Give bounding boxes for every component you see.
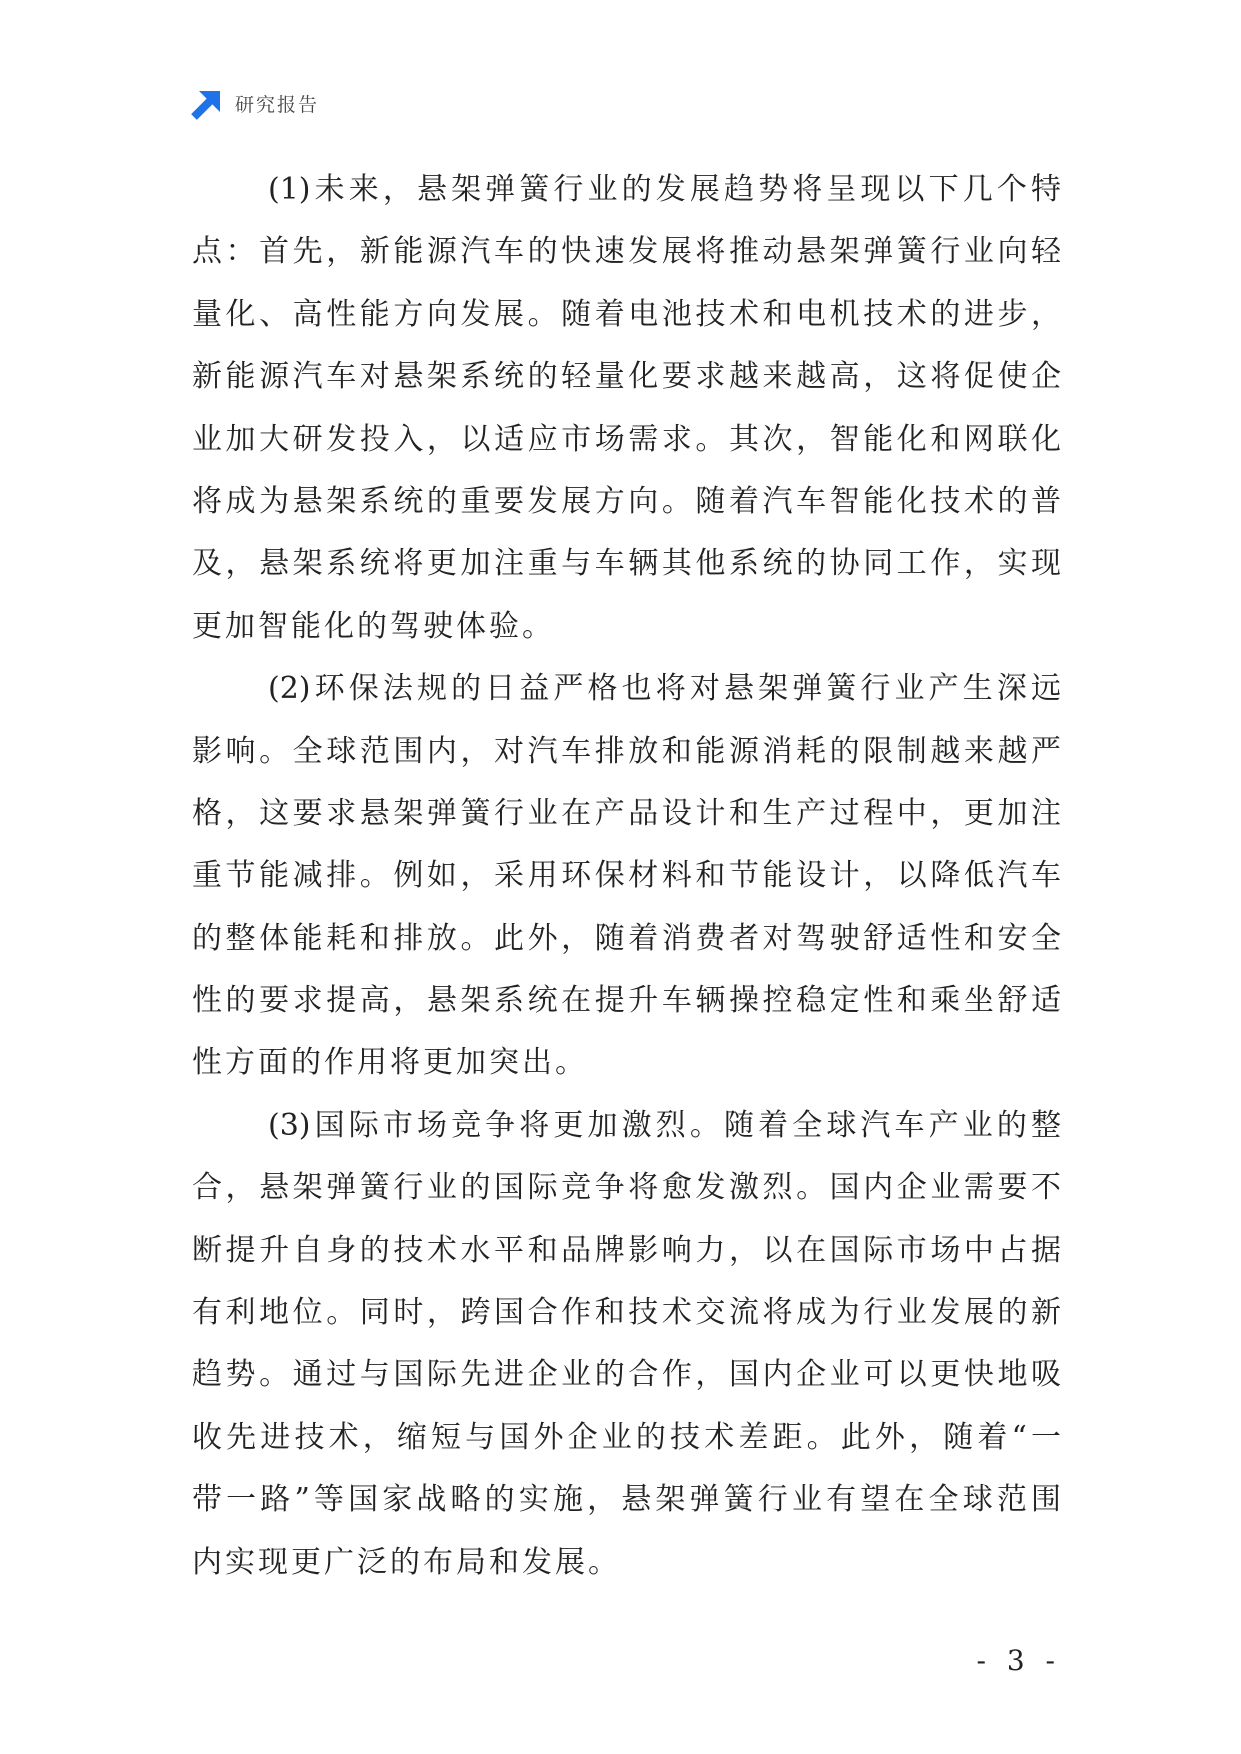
text-line: (1)未来，悬架弹簧行业的发展趋势将呈现以下几个特 xyxy=(268,172,1061,207)
text-line: 带一路”等国家战略的实施，悬架弹簧行业有望在全球范围 xyxy=(192,1482,1061,1518)
text-line: 的整体能耗和排放。此外，随着消费者对驾驶舒适性和安全 xyxy=(192,920,1061,956)
text-line: 性的要求提高，悬架系统在提升车辆操控稳定性和乘坐舒适 xyxy=(192,983,1061,1019)
text-line: 格，这要求悬架弹簧行业在产品设计和生产过程中，更加注 xyxy=(192,795,1061,831)
paragraph-2 xyxy=(192,658,1061,1095)
paragraph-1 xyxy=(192,159,1061,658)
text-line: 更加智能化的驾驶体验。 xyxy=(192,608,555,644)
report-body xyxy=(192,159,1061,1594)
page-number: - 3 - xyxy=(976,1644,1061,1677)
text-line: (2)环保法规的日益严格也将对悬架弹簧行业产生深远 xyxy=(268,671,1061,707)
paragraph-3 xyxy=(192,1095,1061,1594)
report-header xyxy=(190,88,319,122)
text-line: 及，悬架系统将更加注重与车辆其他系统的协同工作，实现 xyxy=(192,546,1061,582)
text-line: 有利地位。同时，跨国合作和技术交流将成为行业发展的新 xyxy=(192,1295,1061,1331)
text-line: 合，悬架弹簧行业的国际竞争将愈发激烈。国内企业需要不 xyxy=(192,1170,1061,1206)
text-line: 量化、高性能方向发展。随着电池技术和电机技术的进步， xyxy=(192,296,1061,332)
arrow-up-right-icon xyxy=(190,89,222,121)
text-line: 点：首先，新能源汽车的快速发展将推动悬架弹簧行业向轻 xyxy=(192,234,1061,270)
text-line: 重节能减排。例如，采用环保材料和节能设计，以降低汽车 xyxy=(192,858,1061,894)
header-title: 研究报告 xyxy=(235,94,320,116)
text-line: 断提升自身的技术水平和品牌影响力，以在国际市场中占据 xyxy=(192,1232,1061,1268)
text-line: (3)国际市场竞争将更加激烈。随着全球汽车产业的整 xyxy=(268,1107,1061,1143)
text-line: 收先进技术，缩短与国外企业的技术差距。此外，随着“一 xyxy=(192,1419,1061,1455)
text-line: 影响。全球范围内，对汽车排放和能源消耗的限制越来越严 xyxy=(192,733,1061,769)
text-line: 趋势。通过与国际先进企业的合作，国内企业可以更快地吸 xyxy=(192,1357,1061,1393)
text-line: 新能源汽车对悬架系统的轻量化要求越来越高，这将促使企 xyxy=(192,359,1061,395)
text-line: 业加大研发投入，以适应市场需求。其次，智能化和网联化 xyxy=(192,421,1061,457)
text-line: 将成为悬架系统的重要发展方向。随着汽车智能化技术的普 xyxy=(192,483,1061,519)
text-line: 性方面的作用将更加突出。 xyxy=(192,1045,588,1081)
text-line: 内实现更广泛的布局和发展。 xyxy=(192,1544,621,1580)
